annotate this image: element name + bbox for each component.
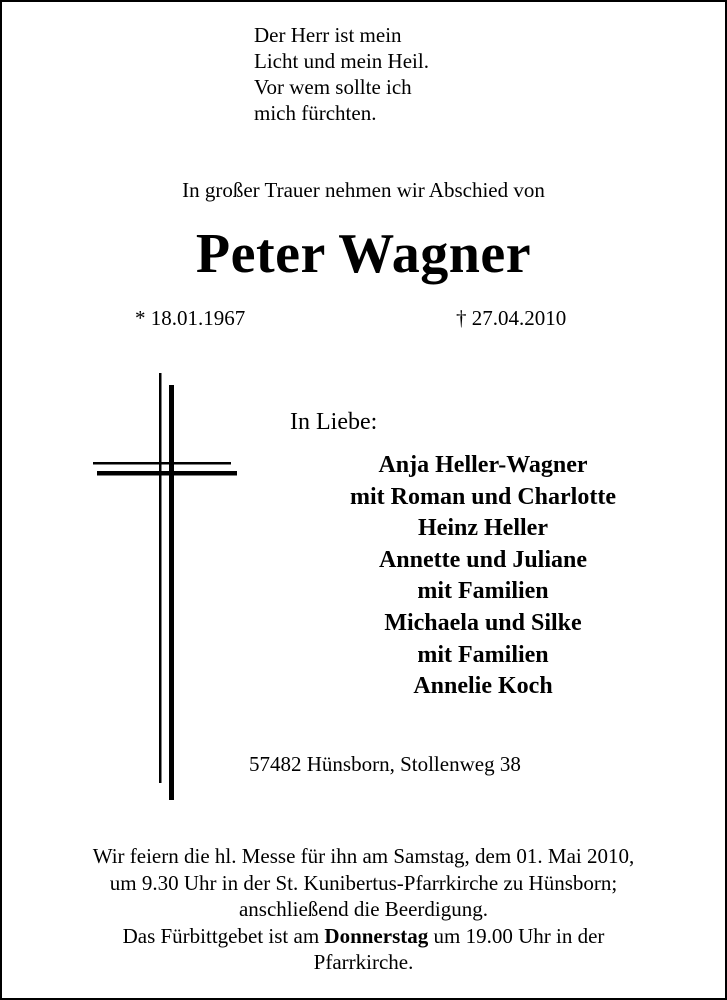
mourner-line: mit Familien — [417, 578, 549, 605]
service-line: anschließend die Beerdigung. — [238, 897, 488, 921]
mourner-line: Anja Heller-Wagner — [378, 452, 588, 478]
mourner-line: mit Roman und Charlotte — [349, 483, 616, 510]
service-text: um 19.00 Uhr in der — [428, 923, 605, 948]
mourners-list — [285, 450, 681, 703]
verse-line: Licht und mein Heil. — [254, 49, 429, 73]
service-line: Wir feiern die hl. Messe für ihn am Samstag, dem 01. Mai 2010, — [92, 844, 635, 868]
deceased-name: Peter Wagner — [195, 223, 532, 285]
service-info — [0, 843, 727, 976]
mourner-line: Heinz Heller — [418, 515, 548, 542]
mourner-line: Michaela und Silke — [384, 609, 582, 636]
verse-line: Vor wem sollte ich — [254, 75, 412, 99]
service-line: Pfarrkirche. — [313, 950, 414, 974]
service-text: Das Fürbittgebet ist am — [122, 923, 325, 948]
verse-line: Der Herr ist mein — [254, 23, 402, 47]
love-heading: In Liebe: — [290, 409, 378, 435]
cross-horizontal-thick — [97, 471, 237, 476]
service-line: um 9.30 Uhr in der St. Kunibertus-Pfarrkirche zu Hünsborn; — [109, 870, 618, 895]
cross-icon — [92, 373, 242, 803]
family-address: 57482 Hünsborn, Stollenweg 38 — [249, 752, 521, 776]
birth-date: * 18.01.1967 — [135, 306, 246, 330]
bible-verse — [254, 22, 429, 126]
mourner-line: Annelie Koch — [413, 673, 553, 700]
cross-vertical-thick — [169, 385, 174, 800]
cross-vertical-thin — [159, 373, 162, 783]
death-date: † 27.04.2010 — [456, 306, 567, 330]
mourner-line: Annette und Juliane — [378, 546, 588, 573]
intro-text: In großer Trauer nehmen wir Abschied von — [182, 178, 545, 202]
mourner-line: mit Familien — [417, 641, 549, 668]
cross-horizontal-thin — [93, 462, 231, 465]
service-line — [0, 923, 727, 950]
verse-line: mich fürchten. — [254, 101, 377, 125]
service-day: Donnerstag — [324, 923, 429, 948]
